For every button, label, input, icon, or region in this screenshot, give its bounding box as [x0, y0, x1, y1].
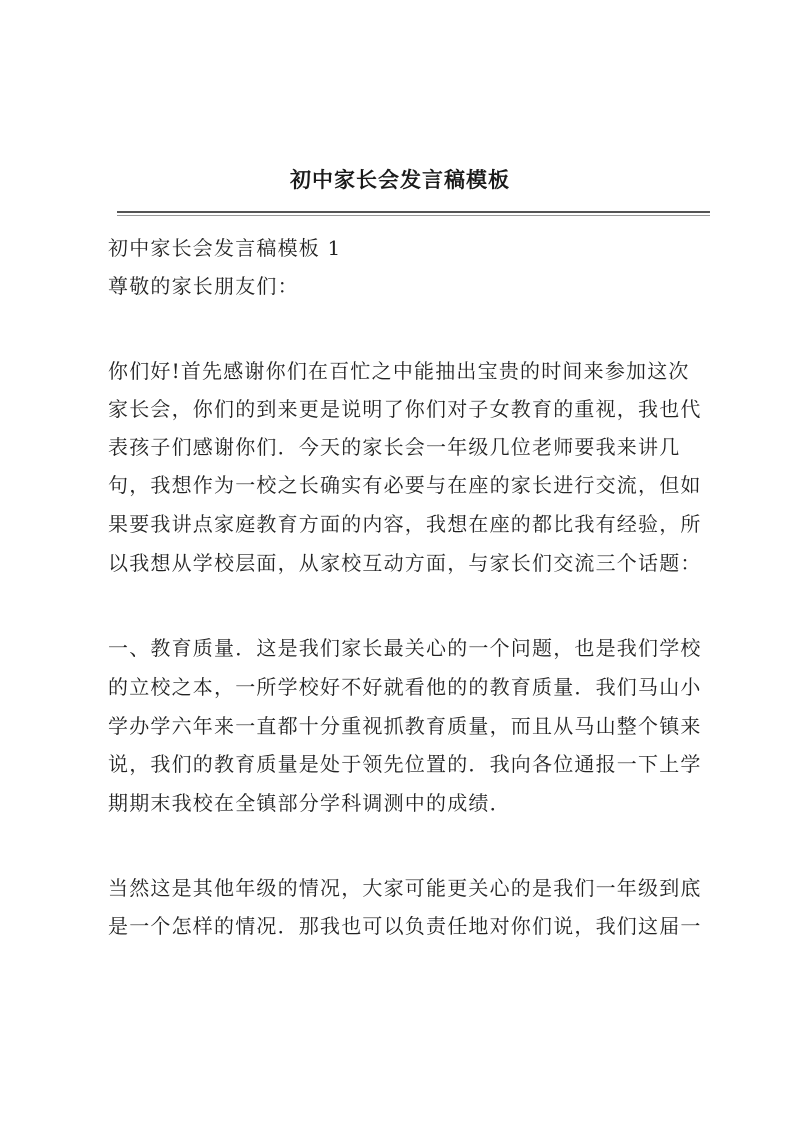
paragraph-2-line: 期期末我校在全镇部分学科调测中的成绩． [108, 791, 511, 815]
paragraph-2-line: 学办学六年来一直都十分重视抓教育质量，而且从马山整个镇来 [108, 714, 702, 738]
paragraph-1-line: 句，我想作为一校之长确实有必要与在座的家长进行交流，但如 [108, 473, 702, 497]
document-title: 初中家长会发言稿模板 [290, 167, 510, 192]
title-divider [117, 211, 710, 213]
paragraph-3-line: 当然这是其他年级的情况，大家可能更关心的是我们一年级到底 [108, 876, 702, 900]
paragraph-1-line: 表孩子们感谢你们．今天的家长会一年级几位老师要我来讲几 [108, 435, 681, 459]
section-heading: 初中家长会发言稿模板 1 [108, 236, 342, 260]
paragraph-3-line: 是一个怎样的情况．那我也可以负责任地对你们说，我们这届一 [108, 914, 702, 938]
paragraph-1-line: 你们好!首先感谢你们在百忙之中能抽出宝贵的时间来参加这次 [108, 359, 690, 383]
paragraph-2-line: 说，我们的教育质量是处于领先位置的．我向各位通报一下上学 [108, 752, 702, 776]
paragraph-2-line: 的立校之本，一所学校好不好就看他的的教育质量．我们马山小 [108, 675, 702, 699]
paragraph-2-line: 一、教育质量．这是我们家长最关心的一个问题，也是我们学校 [108, 636, 702, 660]
salutation: 尊敬的家长朋友们： [108, 274, 299, 298]
title-divider-thin [117, 215, 710, 216]
paragraph-1-line: 以我想从学校层面，从家校互动方面，与家长们交流三个话题： [108, 551, 702, 575]
paragraph-1-line: 果要我讲点家庭教育方面的内容，我想在座的都比我有经验，所 [108, 512, 702, 536]
paragraph-1-line: 家长会，你们的到来更是说明了你们对子女教育的重视，我也代 [108, 397, 702, 421]
